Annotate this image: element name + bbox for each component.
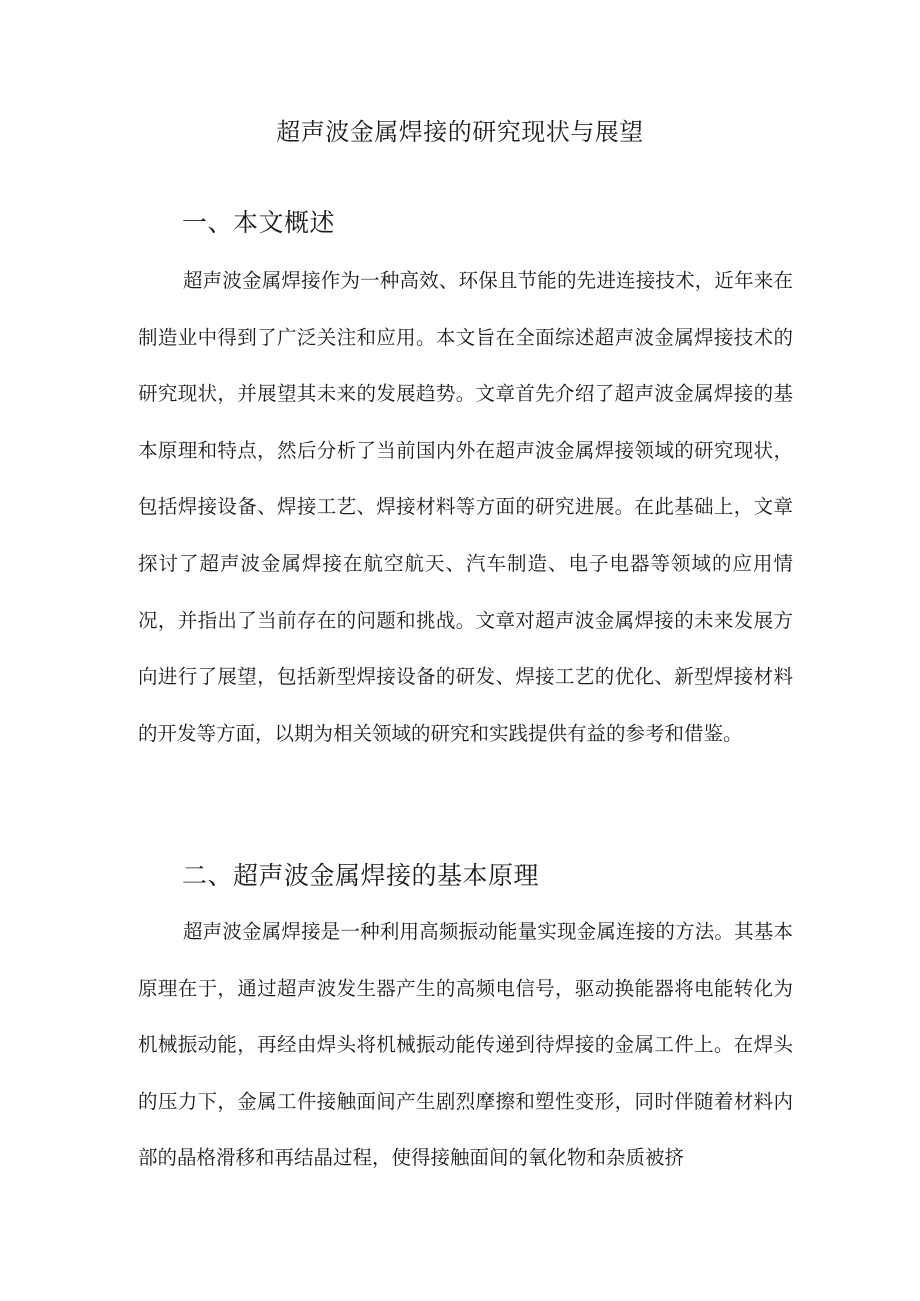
section-heading-basic-principle: 二、超声波金属焊接的基本原理 (182, 861, 540, 890)
section-paragraph-overview: 超声波金属焊接作为一种高效、环保且节能的先进连接技术，近年来在制造业中得到了广泛关注和应用。本文旨在全面综述超声波金属焊接技术的研究现状，并展望其未来的发展趋势。文章首先介绍了超声波金属焊接的基本原理和特点，然后分析了当前国内外在超声波金属焊接领域的研究现状，包括焊接设备、焊接工艺、焊接材料等方面的研究进展。在此基础上，文章探讨了超声波金属焊接在航空航天、汽车制造、电子电器等领域的应用情况，并指出了当前存在的问题和挑战。文章对超声波金属焊接的未来发展方向进行了展望，包括新型焊接设备的研发、焊接工艺的优化、新型焊接材料的开发等方面，以期为相关领域的研究和实践提供有益的参考和借鉴。 (138, 269, 793, 745)
section-heading-overview: 一、本文概述 (182, 208, 336, 237)
document-title: 超声波金属焊接的研究现状与展望 (276, 118, 644, 146)
section-paragraph-basic-principle: 超声波金属焊接是一种利用高频振动能量实现金属连接的方法。其基本原理在于，通过超声波发生器产生的高频电信号，驱动换能器将电能转化为机械振动能，再经由焊头将机械振动能传递到待焊接的金属工件上。在焊头的压力下，金属工件接触面间产生剧烈摩擦和塑性变形，同时伴随着材料内部的晶格滑移和再结晶过程，使得接触面间的氧化物和杂质被挤 (138, 920, 793, 1170)
